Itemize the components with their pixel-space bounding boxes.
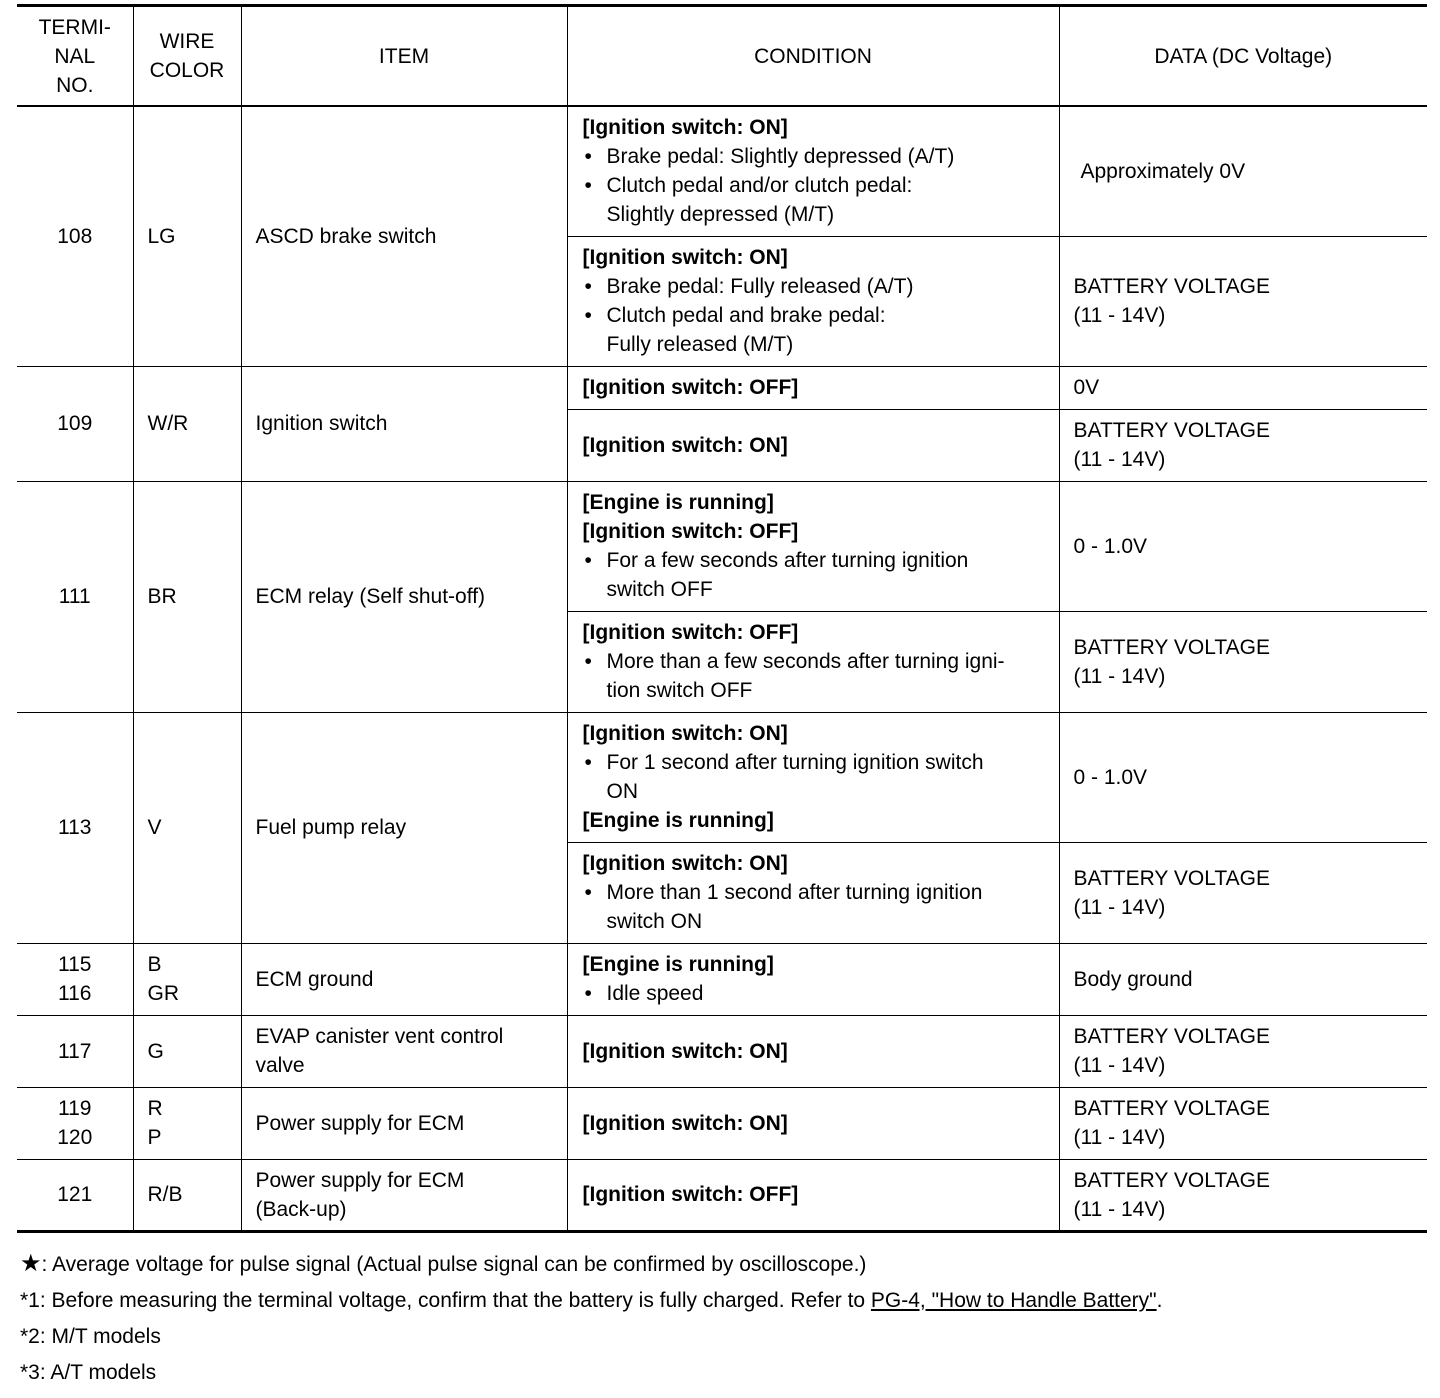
data-value: Body ground	[1059, 943, 1427, 1015]
header-terminal-line2: NAL	[54, 44, 96, 68]
condition	[567, 366, 1059, 409]
table-row	[17, 481, 1427, 611]
item: EVAP canister vent control valve	[241, 1015, 567, 1087]
header-data: DATA (DC Voltage)	[1059, 6, 1427, 107]
condition-heading: [Ignition switch: ON]	[582, 1039, 788, 1063]
data-value: BATTERY VOLTAGE (11 - 14V)	[1059, 842, 1427, 943]
condition-bullet: • More than 1 second after turning ignition switch ON	[583, 878, 1049, 936]
terminal-no: 111	[17, 481, 133, 712]
item: ECM ground	[241, 943, 567, 1015]
condition	[567, 481, 1059, 611]
table-row	[17, 712, 1427, 842]
wire-color: R P	[133, 1087, 241, 1159]
footnote-star: ★: Average voltage for pulse signal (Actual pulse signal can be confirmed by oscilloscope.)	[20, 1250, 867, 1277]
star-icon: ★	[20, 1250, 42, 1277]
condition	[567, 1087, 1059, 1159]
item: Ignition switch	[241, 366, 567, 481]
wire-color: W/R	[133, 366, 241, 481]
footnotes	[20, 1246, 1162, 1391]
condition-bullet: • Idle speed	[583, 979, 1049, 1008]
footnote-3: *3: A/T models	[20, 1361, 157, 1384]
header-terminal	[17, 6, 133, 107]
condition-bullet: • For a few seconds after turning ignition switch OFF	[583, 546, 1049, 604]
condition	[567, 409, 1059, 481]
header-terminal-line1: TERMI-	[38, 15, 111, 39]
table-row	[17, 1159, 1427, 1231]
condition-heading: [Ignition switch: OFF]	[582, 520, 799, 543]
wire-color: LG	[133, 106, 241, 366]
header-wire-color	[133, 6, 241, 107]
data-value: BATTERY VOLTAGE (11 - 14V)	[1059, 1159, 1427, 1231]
condition	[567, 712, 1059, 842]
table-row	[17, 106, 1427, 236]
footnote-2: *2: M/T models	[20, 1325, 161, 1348]
wire-color: G	[133, 1015, 241, 1087]
condition	[567, 611, 1059, 712]
data-value: 0 - 1.0V	[1059, 481, 1427, 611]
condition	[567, 106, 1059, 236]
footnote-1: *1: Before measuring the terminal voltage, confirm that the battery is fully charged. Refer to PG-4, "How to Handle Battery".	[20, 1289, 1163, 1312]
wire-color: R/B	[133, 1159, 241, 1231]
condition-heading: [Ignition switch: ON]	[582, 852, 788, 875]
terminal-no: 115 116	[17, 943, 133, 1015]
data-value: BATTERY VOLTAGE (11 - 14V)	[1059, 1087, 1427, 1159]
header-terminal-line3: NO.	[56, 73, 94, 97]
terminal-no: 119 120	[17, 1087, 133, 1159]
item: Fuel pump relay	[241, 712, 567, 943]
data-value: BATTERY VOLTAGE (11 - 14V)	[1059, 236, 1427, 366]
terminal-no: 109	[17, 366, 133, 481]
item: Power supply for ECM	[241, 1087, 567, 1159]
table-row	[17, 1087, 1427, 1159]
condition	[567, 943, 1059, 1015]
condition-bullet: • Brake pedal: Slightly depressed (A/T)	[583, 142, 1049, 171]
condition-bullet: • Clutch pedal and/or clutch pedal: Slightly depressed (M/T)	[583, 171, 1049, 229]
table-row	[17, 1015, 1427, 1087]
condition-heading: [Ignition switch: ON]	[582, 722, 788, 745]
terminal-no: 108	[17, 106, 133, 366]
data-value: BATTERY VOLTAGE (11 - 14V)	[1059, 1015, 1427, 1087]
condition-bullet: • Clutch pedal and brake pedal: Fully released (M/T)	[583, 301, 1049, 359]
terminal-no: 121	[17, 1159, 133, 1231]
condition-heading: [Ignition switch: ON]	[582, 116, 788, 140]
condition-heading: [Ignition switch: ON]	[582, 246, 788, 269]
data-value: BATTERY VOLTAGE (11 - 14V)	[1059, 409, 1427, 481]
condition-bullet: • More than a few seconds after turning igni- tion switch OFF	[583, 647, 1049, 705]
condition-heading: [Engine is running]	[582, 491, 774, 514]
header-row	[17, 6, 1427, 107]
wire-color: BR	[133, 481, 241, 712]
terminal-no: 117	[17, 1015, 133, 1087]
condition	[567, 236, 1059, 366]
condition-heading: [Ignition switch: ON]	[582, 433, 788, 457]
wire-color: B GR	[133, 943, 241, 1015]
condition-heading: [Engine is running]	[582, 953, 774, 976]
data-value: 0 - 1.0V	[1059, 712, 1427, 842]
condition-heading: [Ignition switch: OFF]	[582, 1183, 799, 1206]
condition-heading: [Ignition switch: OFF]	[582, 376, 799, 399]
condition-bullet: • Brake pedal: Fully released (A/T)	[583, 272, 1049, 301]
condition-bullet: • For 1 second after turning ignition switch ON	[583, 748, 1049, 806]
header-condition: CONDITION	[567, 6, 1059, 107]
condition	[567, 1015, 1059, 1087]
terminal-spec-table	[17, 4, 1427, 1233]
item: Power supply for ECM (Back-up)	[241, 1159, 567, 1231]
condition	[567, 842, 1059, 943]
terminal-no: 113	[17, 712, 133, 943]
data-value: Approximately 0V	[1059, 106, 1427, 236]
condition-heading: [Engine is running]	[582, 809, 774, 832]
header-wire-line1: WIRE	[159, 30, 215, 53]
item: ECM relay (Self shut-off)	[241, 481, 567, 712]
table-row	[17, 943, 1427, 1015]
battery-reference-link[interactable]: PG-4, "How to Handle Battery"	[870, 1289, 1157, 1312]
condition-heading: [Ignition switch: ON]	[582, 1111, 788, 1135]
table-row	[17, 366, 1427, 409]
wire-color: V	[133, 712, 241, 943]
header-wire-line2: COLOR	[149, 59, 225, 82]
item: ASCD brake switch	[241, 106, 567, 366]
data-value: BATTERY VOLTAGE (11 - 14V)	[1059, 611, 1427, 712]
condition-heading: [Ignition switch: OFF]	[582, 621, 799, 644]
condition	[567, 1159, 1059, 1231]
data-value: 0V	[1059, 366, 1427, 409]
header-item: ITEM	[241, 6, 567, 107]
